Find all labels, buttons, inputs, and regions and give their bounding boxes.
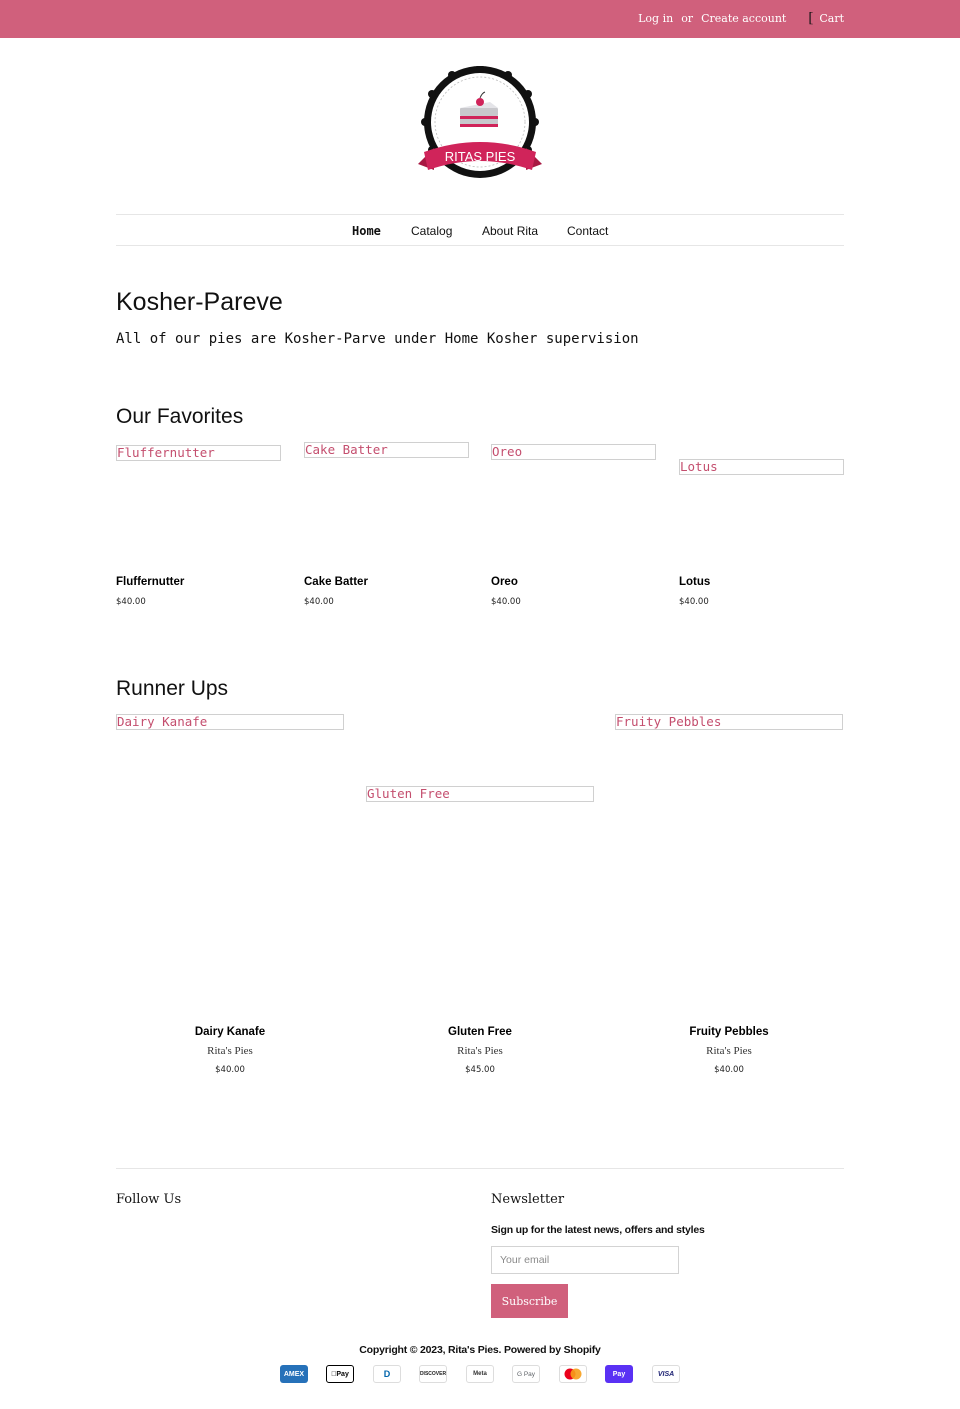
product-price: $40.00: [304, 597, 334, 607]
follow-us-heading: Follow Us: [116, 1192, 182, 1207]
subscribe-button[interactable]: Subscribe: [491, 1284, 568, 1318]
product-price: $40.00: [116, 597, 146, 607]
runner-ups-heading: Runner Ups: [116, 677, 229, 700]
login-link[interactable]: Log in: [638, 12, 674, 25]
product-image[interactable]: Fluffernutter: [116, 445, 281, 461]
product-price: $45.00: [465, 1065, 495, 1075]
cart-link[interactable]: Cart: [819, 12, 844, 25]
page-intro: All of our pies are Kosher-Parve under Home Kosher supervision: [116, 331, 639, 347]
product-price: $40.00: [679, 597, 709, 607]
meta-pay-icon: Meta: [466, 1365, 494, 1383]
google-pay-icon: G Pay: [512, 1365, 540, 1383]
product-image[interactable]: Fruity Pebbles: [615, 714, 843, 730]
visa-icon: VISA: [652, 1365, 680, 1383]
diners-club-icon: D: [373, 1365, 401, 1383]
product-price: $40.00: [714, 1065, 744, 1075]
newsletter-subtext: Sign up for the latest news, offers and styles: [491, 1224, 705, 1236]
favorites-heading: Our Favorites: [116, 405, 244, 428]
logo-badge-icon: [416, 66, 544, 184]
product-title[interactable]: Oreo: [491, 576, 518, 588]
product-price: $40.00: [491, 597, 521, 607]
product-image[interactable]: Oreo: [491, 444, 656, 460]
product-title[interactable]: Gluten Free: [448, 1026, 512, 1038]
product-image[interactable]: Cake Batter: [304, 442, 469, 458]
nav-catalog[interactable]: Catalog: [411, 224, 453, 238]
page-title: Kosher-Pareve: [116, 288, 283, 316]
account-links: [638, 12, 844, 25]
amex-icon: AMEX: [280, 1365, 308, 1383]
discover-icon: DISCOVER: [419, 1365, 447, 1383]
product-title[interactable]: Cake Batter: [304, 576, 368, 588]
logo-text: RITAS PIES: [444, 149, 516, 164]
product-image[interactable]: Lotus: [679, 459, 844, 475]
nav-contact[interactable]: Contact: [567, 224, 609, 238]
product-price: $40.00: [215, 1065, 245, 1075]
footer-divider: [116, 1168, 844, 1169]
product-image[interactable]: Dairy Kanafe: [116, 714, 344, 730]
store-logo[interactable]: [416, 66, 544, 184]
copyright-text: Copyright © 2023, Rita's Pies. Powered by Shopify: [359, 1344, 601, 1356]
product-title[interactable]: Dairy Kanafe: [194, 1026, 266, 1038]
nav-about-rita[interactable]: About Rita: [482, 224, 539, 238]
mastercard-circles-icon: [563, 1368, 583, 1380]
create-account-link[interactable]: Create account: [701, 12, 787, 25]
newsletter-heading: Newsletter: [491, 1192, 565, 1207]
apple-pay-icon: Pay: [326, 1365, 354, 1383]
nav-home[interactable]: Home: [352, 224, 381, 238]
product-vendor: Rita's Pies: [706, 1045, 752, 1057]
product-title[interactable]: Fruity Pebbles: [689, 1026, 769, 1038]
product-title[interactable]: Fluffernutter: [116, 576, 185, 588]
newsletter-email-input[interactable]: [491, 1246, 679, 1274]
product-vendor: Rita's Pies: [207, 1045, 253, 1057]
product-vendor: Rita's Pies: [457, 1045, 503, 1057]
product-title[interactable]: Lotus: [679, 576, 711, 588]
cart-bracket-icon: [: [808, 10, 814, 26]
mastercard-icon: [559, 1365, 587, 1383]
product-image[interactable]: Gluten Free: [366, 786, 594, 802]
or-separator: or: [681, 12, 694, 25]
main-nav: [116, 214, 844, 246]
shop-pay-icon: Pay: [605, 1365, 633, 1383]
top-bar: [0, 0, 960, 38]
